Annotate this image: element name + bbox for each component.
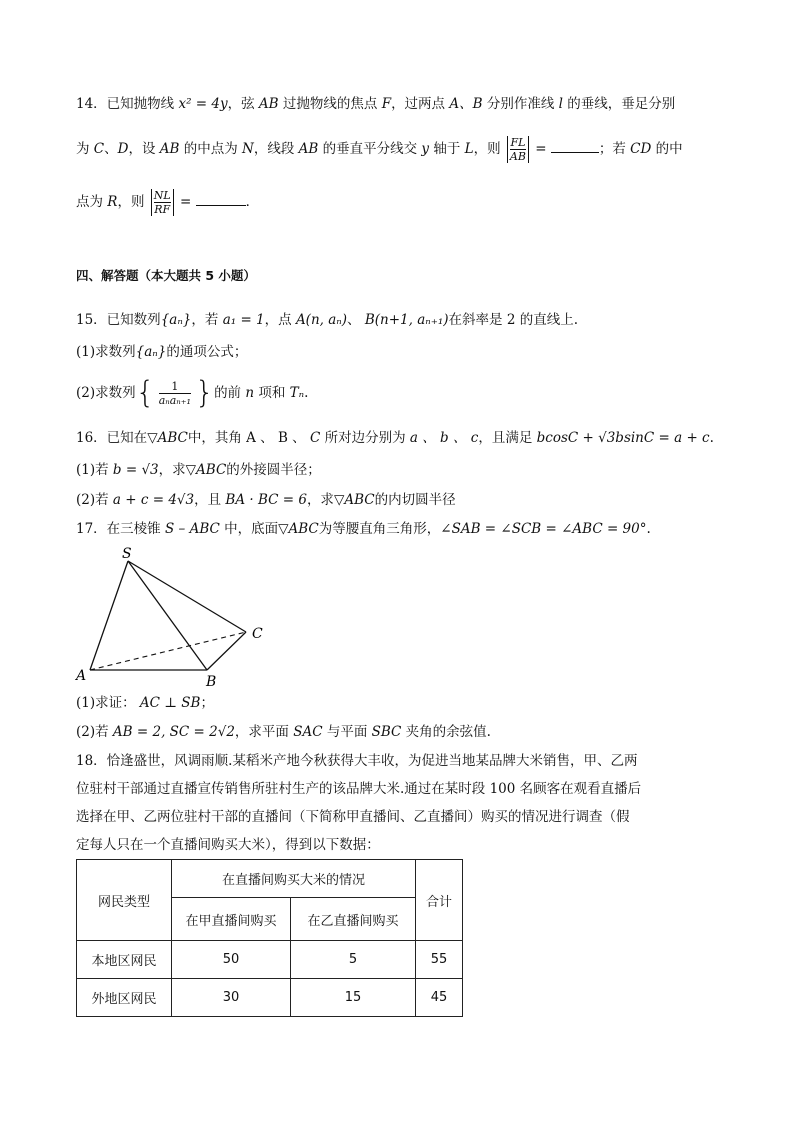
header-group: 在直播间购买大米的情况 xyxy=(172,860,416,898)
vertex-label-c: C xyxy=(252,626,263,642)
q15-part1: (1)求数列{aₙ}的通项公式； xyxy=(76,344,248,360)
cell-total: 45 xyxy=(416,979,463,1017)
header-yi: 在乙直播间购买 xyxy=(291,898,416,941)
q16-part1: (1)若 b = √3，求▽ABC的外接圆半径； xyxy=(76,462,321,478)
cell-total: 55 xyxy=(416,941,463,979)
edge-sb xyxy=(128,561,207,670)
answer-blank-1[interactable] xyxy=(551,139,599,153)
cell-jia: 30 xyxy=(172,979,291,1017)
pyramid-diagram xyxy=(70,543,280,693)
q18-line3: 选择在甲、乙两位驻村干部的直播间（下简称甲直播间、乙直播间）购买的情况进行调查（假 xyxy=(76,809,630,825)
edge-sc xyxy=(128,561,246,632)
q16-part2: (2)若 a + c = 4√3，且 BA · BC = 6，求▽ABC的内切圆半径 xyxy=(76,492,456,508)
q14-line1: 14．已知抛物线 x² = 4y，弦 AB 过抛物线的焦点 F，过两点 A、B 分别作准线 l 的垂线，垂足分别 xyxy=(76,96,676,112)
q17-part2: (2)若 AB = 2, SC = 2√2，求平面 SAC 与平面 SBC 夹角的余弦值. xyxy=(76,724,491,740)
section-heading: 四、解答题（本大题共 5 小题） xyxy=(76,268,256,283)
table-row xyxy=(77,979,463,1017)
q18-line2: 位驻村干部通过直播宣传销售所驻村生产的该品牌大米.通过在某时段 100 名顾客在观看直播后 xyxy=(76,781,642,797)
cell-yi: 15 xyxy=(291,979,416,1017)
vertex-label-b: B xyxy=(206,674,217,690)
row-label: 外地区网民 xyxy=(77,979,172,1017)
fraction-fl-ab: $\frac{FL}{AB}$ xyxy=(507,136,529,163)
q17-line1: 17．在三棱锥 S – ABC 中，底面▽ABC为等腰直角三角形，∠SAB = ∠SCB = ∠ABC = 90°. xyxy=(76,521,651,537)
answer-blank-2[interactable] xyxy=(196,192,246,206)
vertex-label-s: S xyxy=(122,546,132,562)
edge-sa xyxy=(90,561,128,670)
header-jia: 在甲直播间购买 xyxy=(172,898,291,941)
survey-table xyxy=(76,859,463,1017)
table-row xyxy=(77,941,463,979)
q16-line1: 16．已知在▽ABC中，其角 A 、 B 、 C 所对边分别为 a 、 b 、 c，且满足 bcosC + √3bsinC = a + c. xyxy=(76,430,714,446)
edge-bc xyxy=(207,632,246,670)
cell-jia: 50 xyxy=(172,941,291,979)
q14-line3: 点为 R，则 $\frac{NL}{RF}$ = ． xyxy=(76,189,260,216)
fraction-reciprocal: $\frac{1}{\text{aₙaₙ₊₁}}$ xyxy=(158,380,191,407)
vertex-label-a: A xyxy=(76,668,87,684)
header-total: 合计 xyxy=(416,860,463,941)
fraction-nl-rf: $\frac{NL}{RF}$ xyxy=(151,189,174,216)
row-label: 本地区网民 xyxy=(77,941,172,979)
q18-line1: 18．恰逢盛世，风调雨顺.某稻米产地今秋获得大丰收，为促进当地某品牌大米销售，甲、乙两 xyxy=(76,753,638,769)
q18-line4: 定每人只在一个直播间购买大米），得到以下数据： xyxy=(76,837,380,853)
cell-yi: 5 xyxy=(291,941,416,979)
header-type: 网民类型 xyxy=(77,860,172,941)
q14-line2: 为 C、D，设 AB 的中点为 N，线段 AB 的垂直平分线交 y 轴于 L，则 $\frac{FL}{AB}$ = ；若 CD 的中 xyxy=(76,136,683,163)
edge-ac-hidden xyxy=(90,632,246,670)
q15-line1: 15．已知数列{aₙ}，若 a₁ = 1，点 A(n, aₙ)、 B(n+1, aₙ₊₁)在斜率是 2 的直线上. xyxy=(76,312,578,328)
q17-part1: (1)求证： AC ⊥ SB； xyxy=(76,695,214,711)
q15-part2: (2)求数列{ $\frac{1}{\text{aₙaₙ₊₁}}$ }的前 n 项和 Tₙ. xyxy=(76,375,309,411)
